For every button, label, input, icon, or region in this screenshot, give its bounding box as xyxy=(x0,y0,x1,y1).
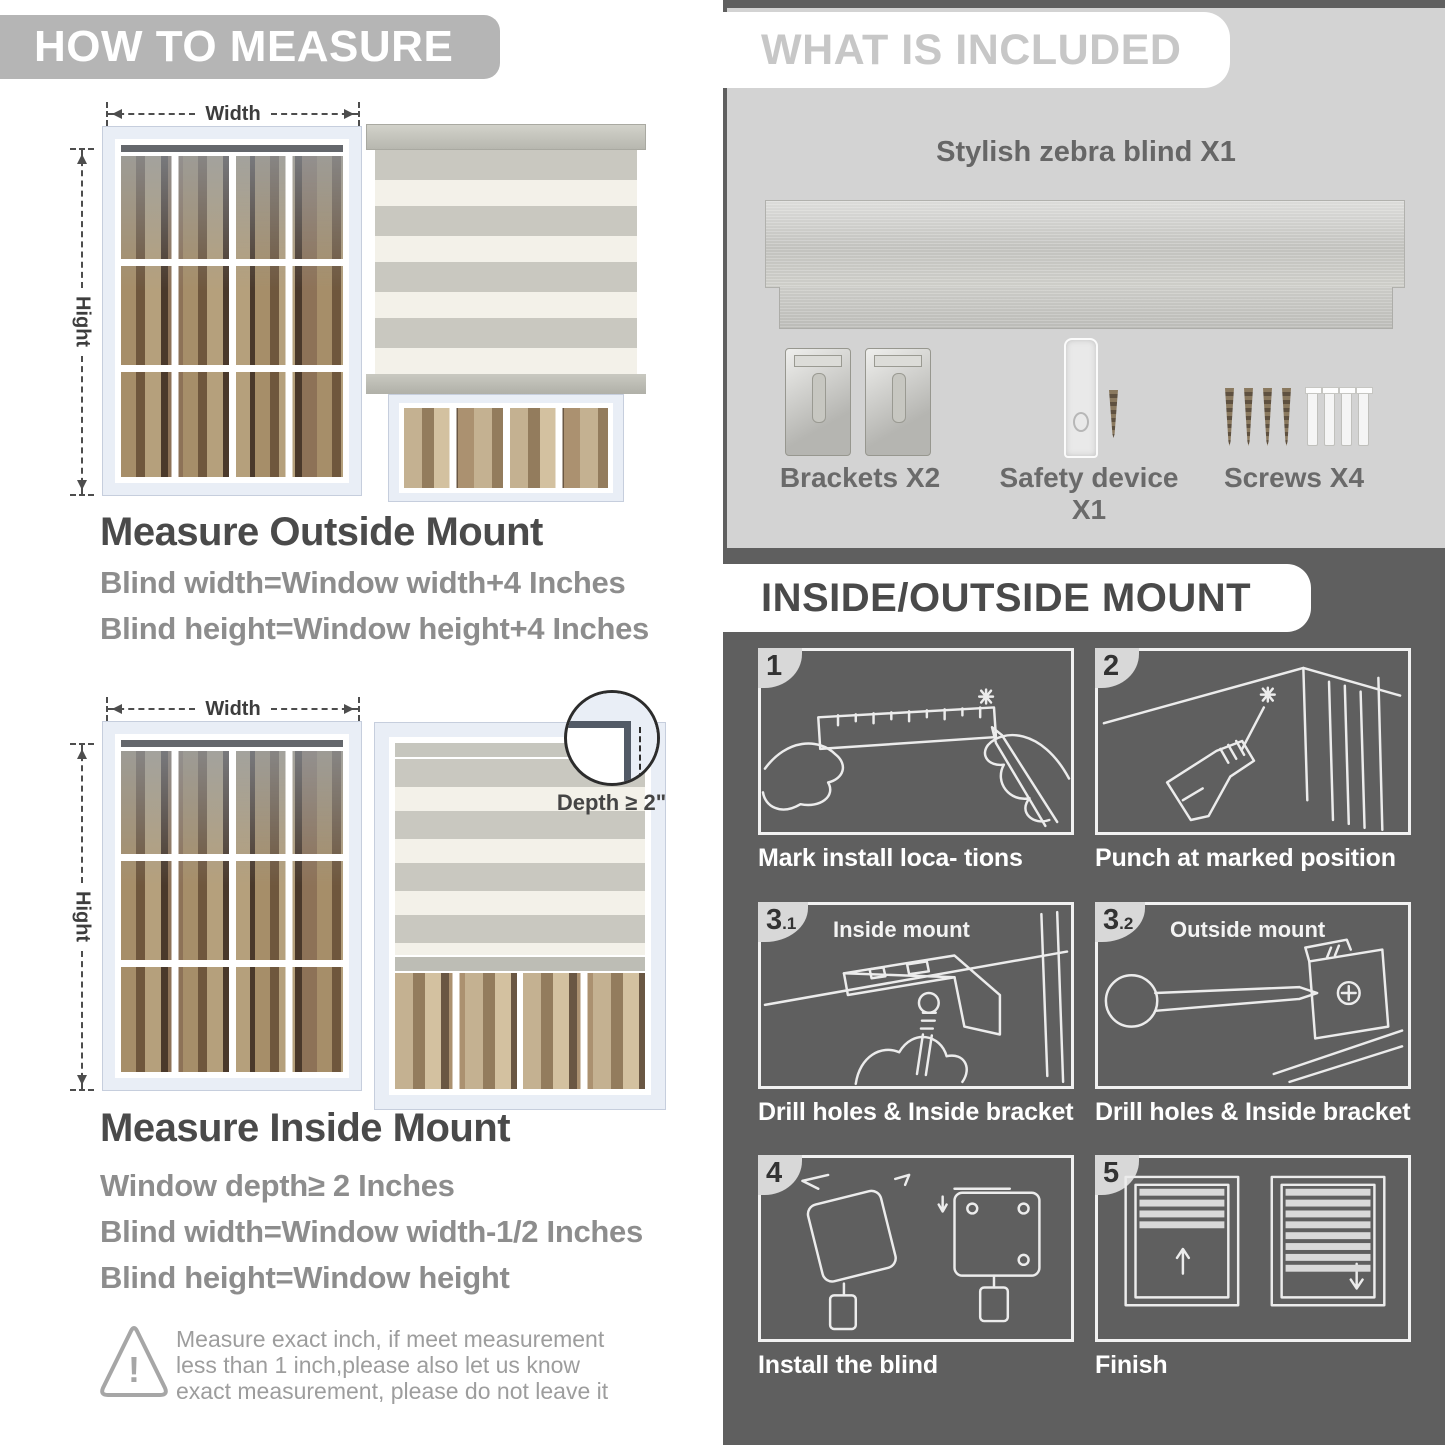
muntin xyxy=(453,973,460,1089)
wall-anchor-graphic xyxy=(1341,392,1352,446)
muntin xyxy=(450,408,457,488)
bracket-graphic xyxy=(865,348,931,456)
step-3-2-caption: Drill holes & Inside bracket xyxy=(1095,1098,1411,1126)
window-sashes xyxy=(121,156,343,477)
blind-cassette xyxy=(366,124,646,150)
blind-bottom-rail xyxy=(366,374,646,394)
window-pane-photo xyxy=(395,973,517,1089)
dashed-arrow-left xyxy=(108,708,195,710)
window-sashes xyxy=(404,408,608,488)
what-is-included-header: WHAT IS INCLUDED xyxy=(723,12,1230,88)
depth-dashed-line xyxy=(639,727,641,779)
dashed-arrow-up xyxy=(81,745,83,883)
inside-mount-window-illustration xyxy=(70,697,362,1097)
height-label: Hight xyxy=(71,891,94,943)
window-inner-frame xyxy=(115,139,349,483)
how-to-measure-header: HOW TO MEASURE xyxy=(0,15,500,79)
install-blind-drawing xyxy=(761,1158,1071,1339)
window-pane-photo xyxy=(121,751,229,1072)
step-number: 3 xyxy=(766,904,783,936)
dashed-arrow-up xyxy=(81,150,83,288)
zebra-blind-stripes xyxy=(375,150,637,374)
step-3-1 xyxy=(758,902,1074,1127)
dashed-arrow-right xyxy=(271,113,358,115)
frame-corner-light xyxy=(629,693,657,783)
muntin xyxy=(121,854,229,861)
muntin xyxy=(171,751,178,1072)
window-pane-photo xyxy=(236,751,344,1072)
step-5-box xyxy=(1095,1155,1411,1342)
width-label: Width xyxy=(205,697,261,720)
step-1 xyxy=(758,648,1074,873)
frame-corner-line xyxy=(564,721,631,786)
window-frame xyxy=(102,126,362,496)
muntin xyxy=(286,751,293,1072)
height-measure-arrow xyxy=(70,148,94,496)
width-label: Width xyxy=(205,102,261,125)
step-3-1-box xyxy=(758,902,1074,1089)
svg-text:!: ! xyxy=(128,1349,140,1390)
inside-mount-blind-illustration xyxy=(374,722,666,1110)
safety-device-graphic xyxy=(1064,338,1098,458)
step-2-caption: Punch at marked position xyxy=(1095,844,1396,872)
step-number: 1 xyxy=(766,650,783,682)
step-subnumber: .2 xyxy=(1119,914,1134,933)
wall-anchor-graphic xyxy=(1324,392,1335,446)
muntin xyxy=(581,973,588,1089)
window-pane-photo xyxy=(236,156,344,477)
blind-bottom-rail xyxy=(395,957,645,971)
outside-bracket-drawing xyxy=(1098,905,1408,1086)
outside-mount-window-illustration xyxy=(70,102,362,502)
height-measure-arrow xyxy=(70,743,94,1091)
step-5 xyxy=(1095,1155,1411,1380)
muntin xyxy=(236,365,344,372)
step-4-box xyxy=(758,1155,1074,1342)
step-3-2-title: Outside mount xyxy=(1170,917,1326,942)
muntin xyxy=(171,156,178,477)
measure-warning-text: Measure exact inch, if meet measurement less than 1 inch,please also let us know exact measurement, please do not leave it xyxy=(176,1326,609,1404)
step-number: 4 xyxy=(766,1157,783,1189)
step-2-box xyxy=(1095,648,1411,835)
depth-label: Depth ≥ 2" xyxy=(556,790,667,815)
window-sashes xyxy=(121,751,343,1072)
muntin xyxy=(286,156,293,477)
window-inner-frame xyxy=(115,734,349,1078)
inside-mount-heading: Measure Inside Mount xyxy=(100,1106,511,1150)
muntin xyxy=(121,365,229,372)
step-number: 5 xyxy=(1103,1157,1120,1189)
muntin xyxy=(236,259,344,266)
muntin xyxy=(236,854,344,861)
mark-locations-drawing xyxy=(761,651,1071,832)
width-measure-arrow xyxy=(106,697,360,721)
window-inner-frame xyxy=(399,403,613,493)
outside-mount-line-1: Blind width=Window width+4 Inches xyxy=(100,565,626,600)
step-1-box xyxy=(758,648,1074,835)
step-subnumber: .1 xyxy=(782,914,797,933)
height-label: Hight xyxy=(71,296,94,348)
dashed-arrow-down xyxy=(81,951,83,1089)
dashed-arrow-right xyxy=(271,708,358,710)
width-measure-arrow xyxy=(106,102,360,126)
step-3-2 xyxy=(1095,902,1411,1127)
bracket-graphic xyxy=(785,348,851,456)
inside-outside-mount-header: INSIDE/OUTSIDE MOUNT xyxy=(723,564,1311,632)
inside-mount-line-2: Blind width=Window width-1/2 Inches xyxy=(100,1214,643,1249)
blind-headrail-lower xyxy=(779,287,1393,329)
window-pane-photo xyxy=(510,408,609,488)
drill-ceiling-drawing xyxy=(1098,651,1408,832)
window-pane-photo xyxy=(523,973,645,1089)
inside-bracket-drawing xyxy=(761,905,1071,1086)
exclamation-triangle-icon xyxy=(98,1322,170,1404)
muntin xyxy=(121,960,229,967)
step-3-1-caption: Drill holes & Inside bracket xyxy=(758,1098,1074,1126)
muntin xyxy=(121,259,229,266)
window-top-rail xyxy=(121,740,343,747)
step-3-1-title: Inside mount xyxy=(833,917,970,942)
window-sashes xyxy=(395,973,645,1089)
muntin xyxy=(555,408,562,488)
depth-zoom-circle xyxy=(564,690,660,786)
dashed-arrow-left xyxy=(108,113,195,115)
product-label: Stylish zebra blind X1 xyxy=(936,136,1236,168)
brackets-label: Brackets X2 xyxy=(779,462,941,493)
safety-device-label: Safety device X1 xyxy=(999,462,1179,525)
step-number: 2 xyxy=(1103,650,1120,682)
outside-mount-heading: Measure Outside Mount xyxy=(100,510,543,554)
wall-anchor-graphic xyxy=(1307,392,1318,446)
right-column xyxy=(723,0,1445,1445)
window-fragment xyxy=(388,394,624,502)
step-3-2-box xyxy=(1095,902,1411,1089)
wall-anchor-graphic xyxy=(1358,392,1369,446)
window-frame xyxy=(102,721,362,1091)
step-1-caption: Mark install loca- tions xyxy=(758,844,1023,872)
step-4-caption: Install the blind xyxy=(758,1351,938,1379)
window-top-rail xyxy=(121,145,343,152)
inside-mount-line-3: Blind height=Window height xyxy=(100,1260,510,1295)
step-5-caption: Finish xyxy=(1095,1351,1168,1379)
inside-mount-line-1: Window depth≥ 2 Inches xyxy=(100,1168,455,1203)
zebra-blind-stripes xyxy=(395,759,645,955)
dashed-arrow-down xyxy=(81,356,83,494)
screws-label: Screws X4 xyxy=(1223,462,1365,493)
outside-mount-line-2: Blind height=Window height+4 Inches xyxy=(100,611,649,646)
finish-drawing xyxy=(1098,1158,1408,1339)
step-number: 3 xyxy=(1103,904,1120,936)
outside-mount-blind-illustration xyxy=(366,118,646,502)
step-4 xyxy=(758,1155,1074,1380)
step-2 xyxy=(1095,648,1411,873)
window-pane-photo xyxy=(404,408,503,488)
muntin xyxy=(236,960,344,967)
blind-headrail-graphic xyxy=(765,200,1405,288)
window-pane-photo xyxy=(121,156,229,477)
